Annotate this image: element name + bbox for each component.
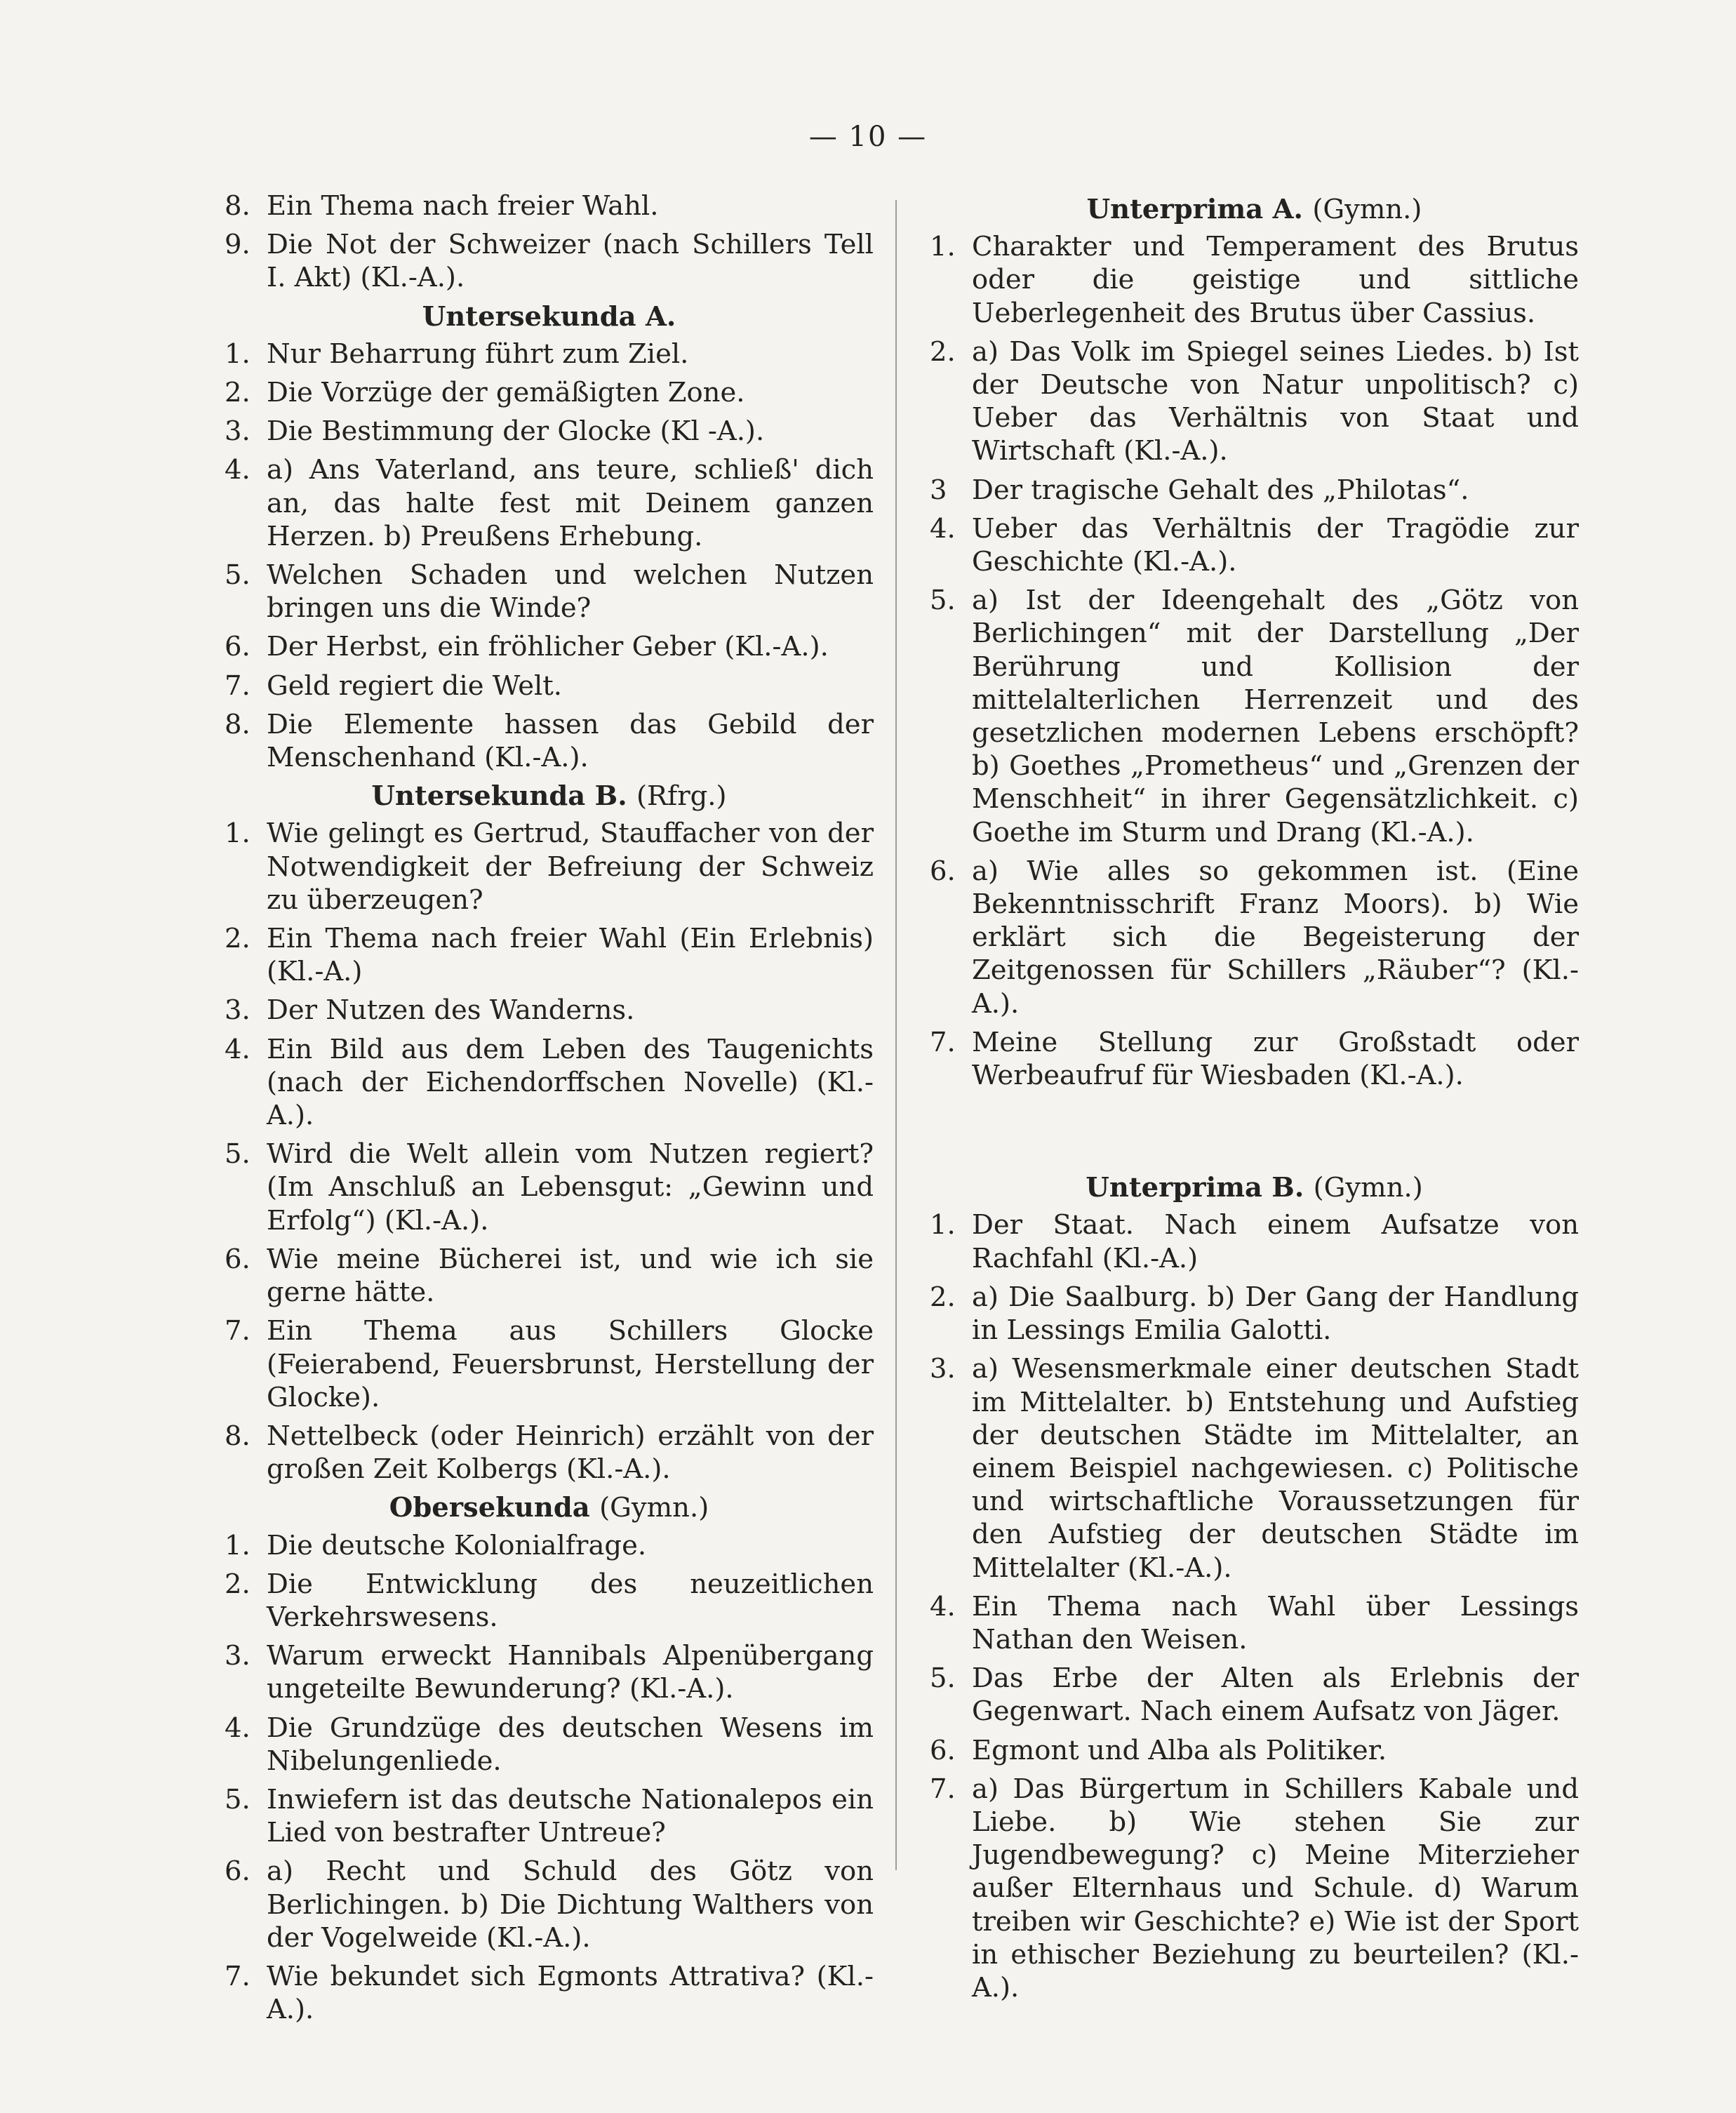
list-item (225, 228, 874, 294)
list-item: 6. Der Herbst, ein fröhlicher Geber (Kl.-A.). (225, 631, 829, 663)
list-item: 1. Wie gelingt es Gertrud, Stauffacher von der Notwendigkeit der Befreiung der Schweiz zu überzeugen? (225, 818, 874, 916)
column-divider (895, 200, 897, 1870)
list-item (225, 189, 874, 222)
section-heading-unterprima-b: Unterprima B. (Gymn.) (1086, 1172, 1423, 1204)
page-number: — 10 — (808, 121, 928, 153)
list-item: 2. Die Entwicklung des neuzeitlichen Verkehrswesens. (225, 1568, 874, 1633)
list-item: 5. Welchen Schaden und welchen Nutzen bringen uns die Winde? (225, 559, 874, 625)
list-item: 4. Ein Bild aus dem Leben des Taugenichts (nach der Eichendorffschen Novelle) (Kl.-A.). (225, 1033, 874, 1132)
item-number: 8. (225, 190, 251, 222)
list-item: 8. Die Elemente hassen das Gebild der Menschenhand (Kl.-A.). (225, 708, 874, 774)
section-heading-obersekunda: Obersekunda (Gymn.) (389, 1492, 709, 1524)
list-item: 1. Nur Beharrung führt zum Ziel. (225, 338, 689, 370)
list-item: 8. Nettelbeck (oder Heinrich) erzählt von der großen Zeit Kolbergs (Kl.-A.). (225, 1420, 874, 1486)
list-item: 5. a) Ist der Ideengehalt des „Götz von Berlichingen“ mit der Darstellung „Der Berührung und Kollision der mittelalterlichen Herrenzeit und des gesetzlichen modernen Lebens erschöpft? b) Goethes „Prometheus“ und „Grenzen der Menschheit“ in ihrer Gegensätzlichkeit. c) Goethe im Sturm und Drang (Kl.-A.). (930, 585, 1579, 848)
list-item: 7. a) Das Bürgertum in Schillers Kabale und Liebe. b) Wie stehen Sie zur Jugendbewegung? c) Meine Miterzieher außer Elternhaus und Schule. d) Warum treiben wir Geschichte? e) Wie ist der Sport in ethischer Beziehung zu beurteilen? (Kl.-A.). (930, 1773, 1579, 2004)
list-item: 7. Geld regiert die Welt. (225, 669, 562, 702)
list-item: 2. Die Vorzüge der gemäßigten Zone. (225, 377, 745, 409)
list-item: 3. Die Bestimmung der Glocke (Kl -A.). (225, 415, 765, 448)
list-item: 3. Der Nutzen des Wanderns. (225, 994, 635, 1027)
item-text: Die Not der Schweizer (nach Schillers Tell I. Akt) (Kl.-A.). (267, 229, 874, 294)
list-item: 6. a) Wie alles so gekommen ist. (Eine Bekenntnisschrift Franz Moors). b) Wie erklärt sich die Begeisterung der Zeitgenossen für Schillers „Räuber“? (Kl.-A.). (930, 855, 1579, 1020)
list-item: 4. a) Ans Vaterland, ans teure, schließ' dich an, das halte fest mit Deinem ganzen Herzen. b) Preußens Erhebung. (225, 454, 874, 552)
list-item: 2. Ein Thema nach freier Wahl (Ein Erlebnis) (Kl.-A.) (225, 923, 874, 988)
right-column (930, 189, 1579, 2010)
list-item: 5. Das Erbe der Alten als Erlebnis der Gegenwart. Nach einem Aufsatz von Jäger. (930, 1662, 1579, 1728)
list-item: 1. Charakter und Temperament des Brutus oder die geistige und sittliche Ueberlegenheit des Brutus über Cassius. (930, 231, 1579, 329)
section-heading-untersekunda-a: Untersekunda A. (422, 300, 676, 333)
list-item: 4. Die Grundzüge des deutschen Wesens im Nibelungenliede. (225, 1712, 874, 1777)
list-item: 1. Die deutsche Kolonialfrage. (225, 1529, 647, 1561)
item-text: Ein Thema nach freier Wahl. (267, 190, 659, 222)
left-column (225, 189, 874, 2032)
list-item: 1. Der Staat. Nach einem Aufsatze von Rachfahl (Kl.-A.) (930, 1209, 1579, 1274)
list-item: 2. a) Die Saalburg. b) Der Gang der Handlung in Lessings Emilia Galotti. (930, 1281, 1579, 1347)
list-item: 3 Der tragische Gehalt des „Philotas“. (930, 474, 1469, 506)
list-item: 4. Ueber das Verhältnis der Tragödie zur Geschichte (Kl.-A.). (930, 512, 1579, 578)
section-heading-untersekunda-b: Untersekunda B. (Rfrg.) (371, 780, 727, 813)
list-item: 6. Egmont und Alba als Politiker. (930, 1734, 1387, 1766)
list-item: 5. Inwiefern ist das deutsche Nationalepos ein Lied von bestrafter Untreue? (225, 1783, 874, 1849)
list-item: 6. Wie meine Bücherei ist, und wie ich sie gerne hätte. (225, 1243, 874, 1309)
section-spacer (930, 1098, 1579, 1168)
section-heading-unterprima-a: Unterprima A. (Gymn.) (1086, 194, 1422, 225)
list-item: 7. Wie bekundet sich Egmonts Attrativa? (Kl.-A.). (225, 1960, 874, 2026)
list-item: 3. a) Wesensmerkmale einer deutschen Stadt im Mittelalter. b) Entstehung und Aufstieg der deutschen Städte im Mittelalter, an einem Beispiel nachgewiesen. c) Politische und wirtschaftliche Voraussetzungen für den Aufstieg der deutschen Städte im Mittelalter (Kl.-A.). (930, 1353, 1579, 1584)
list-item: 4. Ein Thema nach Wahl über Lessings Nathan den Weisen. (930, 1590, 1579, 1655)
list-item: 5. Wird die Welt allein vom Nutzen regiert? (Im Anschluß an Lebensgut: „Gewinn und Erfolg“) (Kl.-A.). (225, 1138, 874, 1237)
list-item: 6. a) Recht und Schuld des Götz von Berlichingen. b) Die Dichtung Walthers von der Vogelweide (Kl.-A.). (225, 1855, 874, 1954)
list-item: 3. Warum erweckt Hannibals Alpenübergang ungeteilte Bewunderung? (Kl.-A.). (225, 1640, 874, 1705)
item-number: 9. (225, 229, 251, 261)
list-item: 7. Meine Stellung zur Großstadt oder Werbeaufruf für Wiesbaden (Kl.-A.). (930, 1026, 1579, 1092)
list-item: 7. Ein Thema aus Schillers Glocke (Feierabend, Feuersbrunst, Herstellung der Glocke). (225, 1315, 874, 1413)
list-item: 2. a) Das Volk im Spiegel seines Liedes. b) Ist der Deutsche von Natur unpolitisch? c) Ueber das Verhältnis von Staat und Wirtschaft (Kl.-A.). (930, 335, 1579, 467)
